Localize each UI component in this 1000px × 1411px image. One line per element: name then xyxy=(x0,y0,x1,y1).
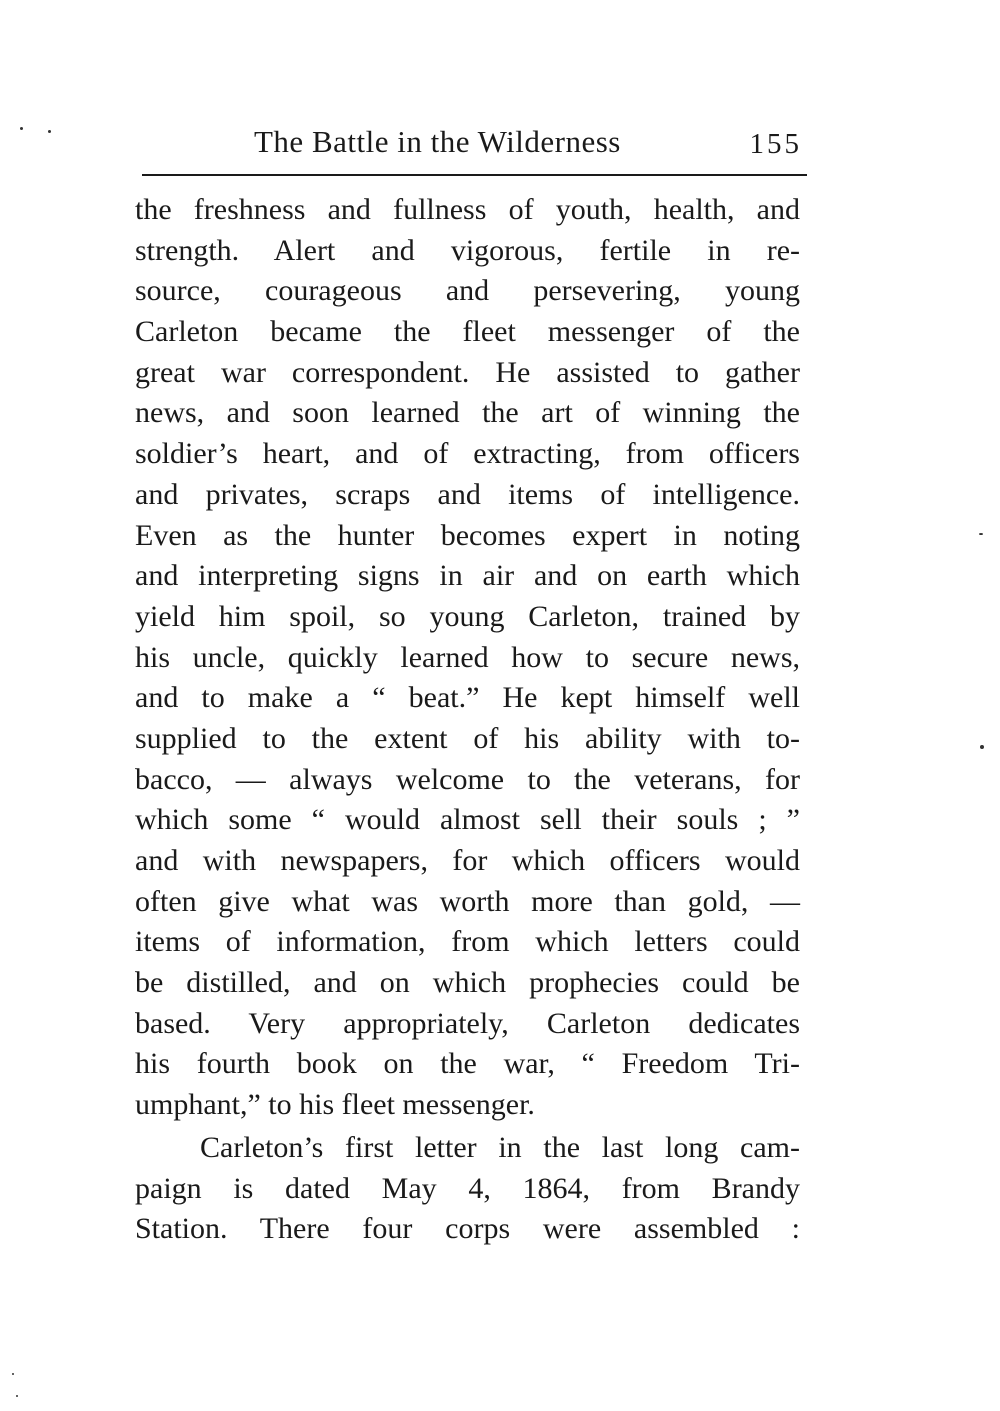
text-line: Carleton’s first letter in the last long cam- xyxy=(135,1130,800,1164)
scan-speck xyxy=(12,1373,14,1375)
page-header xyxy=(142,120,802,164)
text-line: bacco, — always welcome to the veterans, for xyxy=(135,762,800,796)
text-line: and privates, scraps and items of intelligence. xyxy=(135,477,800,511)
header-rule xyxy=(142,174,807,176)
text-line: based. Very appropriately, Carleton dedicates xyxy=(135,1006,800,1040)
text-line: and interpreting signs in air and on earth which xyxy=(135,559,800,593)
text-line: which some “ would almost sell their souls ; ” xyxy=(135,803,800,837)
text-line: yield him spoil, so young Carleton, trained by xyxy=(135,599,800,633)
text-line: news, and soon learned the art of winning the xyxy=(135,396,800,430)
text-line: and with newspapers, for which officers would xyxy=(135,844,800,877)
scan-speck xyxy=(979,533,983,535)
text-line: Even as the hunter becomes expert in noting xyxy=(135,518,800,552)
text-line: be distilled, and on which prophecies could be xyxy=(135,966,800,1000)
page-number: 155 xyxy=(749,128,802,160)
text-line: umphant,” to his fleet messenger. xyxy=(135,1088,535,1122)
text-line: Station. There four corps were assembled : xyxy=(135,1212,800,1246)
text-line: paign is dated May 4, 1864, from Brandy xyxy=(135,1171,800,1205)
text-line: items of information, from which letters could xyxy=(135,925,800,959)
running-title: The Battle in the Wilderness xyxy=(254,124,621,159)
paragraph-1 xyxy=(135,190,800,1126)
scan-speck xyxy=(48,130,51,133)
scan-speck xyxy=(20,127,23,130)
text-line: and to make a “ beat.” He kept himself well xyxy=(135,681,800,715)
text-line: source, courageous and persevering, young xyxy=(135,274,800,308)
paragraph-2 xyxy=(135,1128,800,1250)
text-line: strength. Alert and vigorous, fertile in re- xyxy=(135,233,800,267)
text-line: the freshness and fullness of youth, health, and xyxy=(135,193,800,226)
text-line: his fourth book on the war, “ Freedom Tri- xyxy=(135,1047,800,1081)
text-line: great war correspondent. He assisted to gather xyxy=(135,355,800,389)
text-line: soldier’s heart, and of extracting, from officers xyxy=(135,437,800,471)
body-text xyxy=(135,190,800,1250)
text-line: often give what was worth more than gold, — xyxy=(135,884,800,918)
text-line: Carleton became the fleet messenger of the xyxy=(135,315,800,349)
scan-speck xyxy=(980,745,984,749)
text-line: his uncle, quickly learned how to secure news, xyxy=(135,640,800,674)
text-line: supplied to the extent of his ability with to- xyxy=(135,721,800,755)
scan-speck xyxy=(16,1395,18,1397)
